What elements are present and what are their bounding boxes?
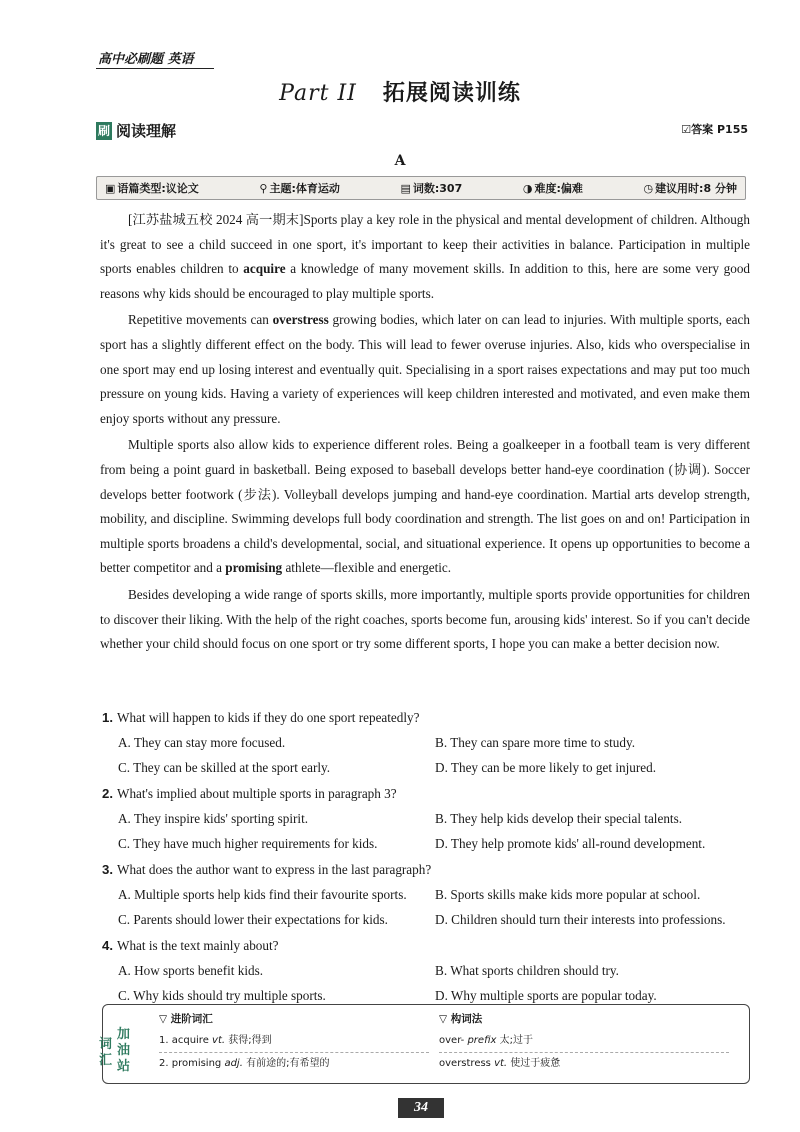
option-a[interactable]: A. They inspire kids' sporting spirit. bbox=[118, 811, 309, 826]
question-2 bbox=[102, 782, 762, 856]
word-count-info: ▤ 词数:307 bbox=[400, 182, 463, 195]
section-label: 阅读理解 bbox=[116, 122, 177, 140]
option-c[interactable]: C. They have much higher requirements for kids. bbox=[118, 836, 378, 851]
triangle-icon: ▽ bbox=[439, 1013, 451, 1025]
document-icon: ▤ bbox=[400, 182, 411, 195]
option-c[interactable]: C. Why kids should try multiple sports. bbox=[118, 988, 326, 1003]
question-stem: What's implied about multiple sports in paragraph 3? bbox=[117, 786, 397, 801]
section-heading bbox=[96, 120, 176, 141]
advanced-vocab-column bbox=[159, 1011, 429, 1075]
answer-reference[interactable]: ☑答案 P155 bbox=[681, 123, 748, 136]
gauge-icon: ◑ bbox=[522, 182, 533, 195]
genre-info: ▣ 语篇类型:议论文 bbox=[105, 182, 199, 195]
brush-icon: 刷 bbox=[96, 122, 112, 140]
highlight-word: acquire bbox=[243, 261, 286, 277]
question-number: 1. bbox=[102, 710, 113, 725]
triangle-icon: ▽ bbox=[159, 1013, 171, 1025]
vocab-badge-text: 词汇 bbox=[99, 1037, 113, 1068]
option-a[interactable]: A. How sports benefit kids. bbox=[118, 963, 264, 978]
paragraph-2: Repetitive movements can overstress growing bodies, which later on can lead to injuries. With multiple sports, each sport has a slightly different effect on the body. This will lead to fewer overuse injuries. Also, kids who overspecialise in one sport may end up losing interest and eventually quit. Specialising in a sport raises expectations and may put too much pressure on young kids. Having a variety of experiences will keep children interested and motivated, and even make them enjoy sports without any pressure. bbox=[100, 312, 750, 426]
search-icon: ⚲ bbox=[259, 182, 268, 195]
vocab-badge bbox=[97, 1015, 141, 1079]
option-d[interactable]: D. Why multiple sports are popular today. bbox=[435, 988, 657, 1003]
question-number: 2. bbox=[102, 786, 113, 801]
option-c[interactable]: C. They can be skilled at the sport early. bbox=[118, 760, 331, 775]
advanced-vocab-title: 进阶词汇 bbox=[170, 1013, 213, 1025]
book-title: 高中必刷题 英语 bbox=[98, 52, 194, 67]
question-stem: What is the text mainly about? bbox=[117, 938, 279, 953]
page-number: 34 bbox=[398, 1098, 444, 1118]
word-formation-column bbox=[439, 1011, 729, 1075]
paragraph-3: Multiple sports also allow kids to experience different roles. Being a goalkeeper in a football team is very different from being a point guard in basketball. Being exposed to baseball develops better hand-eye coordination (协调). Soccer develops better footwork (步法). Volleyball develops jumping and hand-eye coordination. Martial arts develop strength, mobility, and discipline. Swimming develops full body coordination and strength. The list goes on and on! Participation in multiple sports broadens a child's developmental, social, and situational experience. It opens up opportunities to become a better competitor and a promising athlete—flexible and energetic. bbox=[100, 437, 750, 576]
option-d[interactable]: D. They help promote kids' all-round development. bbox=[435, 836, 706, 851]
question-stem: What will happen to kids if they do one sport repeatedly? bbox=[117, 710, 420, 725]
part-title-text: 拓展阅读训练 bbox=[382, 80, 521, 106]
option-d[interactable]: D. Children should turn their interests into professions. bbox=[435, 912, 726, 927]
vocab-entry: overstress vt. 使过于疲惫 bbox=[439, 1058, 561, 1069]
question-number: 4. bbox=[102, 938, 113, 953]
time-info: ◷ 建议用时:8 分钟 bbox=[643, 182, 737, 195]
highlight-word: overstress bbox=[272, 312, 329, 328]
paragraph-4: Besides developing a wide range of sports skills, more importantly, multiple sports provide opportunities for children to discover their liking. With the help of the right coaches, sports become fun, arousing kids' interest. So if you can't decide whether your child should focus on one sport or try some different sports, I hope you can make a better decision now. bbox=[100, 586, 750, 652]
passage-body bbox=[100, 208, 750, 657]
vocab-entry: 1. acquire vt. 获得;得到 bbox=[159, 1030, 429, 1053]
option-b[interactable]: B. They help kids develop their special talents. bbox=[435, 811, 683, 826]
topic-info: ⚲ 主题:体育运动 bbox=[259, 182, 340, 195]
vocabulary-box bbox=[99, 1004, 750, 1084]
vocab-badge-text: 加油站 bbox=[117, 1027, 131, 1074]
option-a[interactable]: A. Multiple sports help kids find their favourite sports. bbox=[118, 887, 407, 902]
highlight-word: promising bbox=[225, 560, 283, 576]
option-c[interactable]: C. Parents should lower their expectations for kids. bbox=[118, 912, 388, 927]
question-4 bbox=[102, 934, 762, 1008]
vocab-entry: 2. promising adj. 有前途的;有希望的 bbox=[159, 1058, 330, 1069]
passage-letter: A bbox=[394, 153, 406, 169]
option-b[interactable]: B. They can spare more time to study. bbox=[435, 735, 636, 750]
option-d[interactable]: D. They can be more likely to get injured. bbox=[435, 760, 656, 775]
question-3 bbox=[102, 858, 762, 932]
question-number: 3. bbox=[102, 862, 113, 877]
option-b[interactable]: B. Sports skills make kids more popular at school. bbox=[435, 887, 701, 902]
word-formation-title: 构词法 bbox=[450, 1013, 483, 1025]
option-b[interactable]: B. What sports children should try. bbox=[435, 963, 619, 978]
question-list bbox=[102, 706, 762, 1010]
header-divider bbox=[96, 68, 214, 69]
question-stem: What does the author want to express in the last paragraph? bbox=[117, 862, 432, 877]
paragraph-1: [江苏盐城五校 2024 高一期末]Sports play a key role in the physical and mental development of children. Although it's great to see a child succeed in one sport, it's important to keep their activities in balance. Participation in multiple sports enables children to acquire a knowledge of many movement skills. In addition to this, here are some very good reasons why kids should be encouraged to play multiple sports. bbox=[100, 212, 751, 301]
option-a[interactable]: A. They can stay more focused. bbox=[118, 735, 286, 750]
part-title bbox=[0, 76, 800, 107]
clock-icon: ◷ bbox=[643, 182, 654, 195]
vocab-entry: over- prefix 太;过于 bbox=[439, 1030, 729, 1053]
question-1 bbox=[102, 706, 762, 780]
book-icon: ▣ bbox=[105, 182, 116, 195]
difficulty-info: ◑ 难度:偏难 bbox=[522, 182, 583, 195]
part-label: Part II bbox=[279, 81, 357, 106]
passage-info-bar bbox=[96, 176, 746, 200]
